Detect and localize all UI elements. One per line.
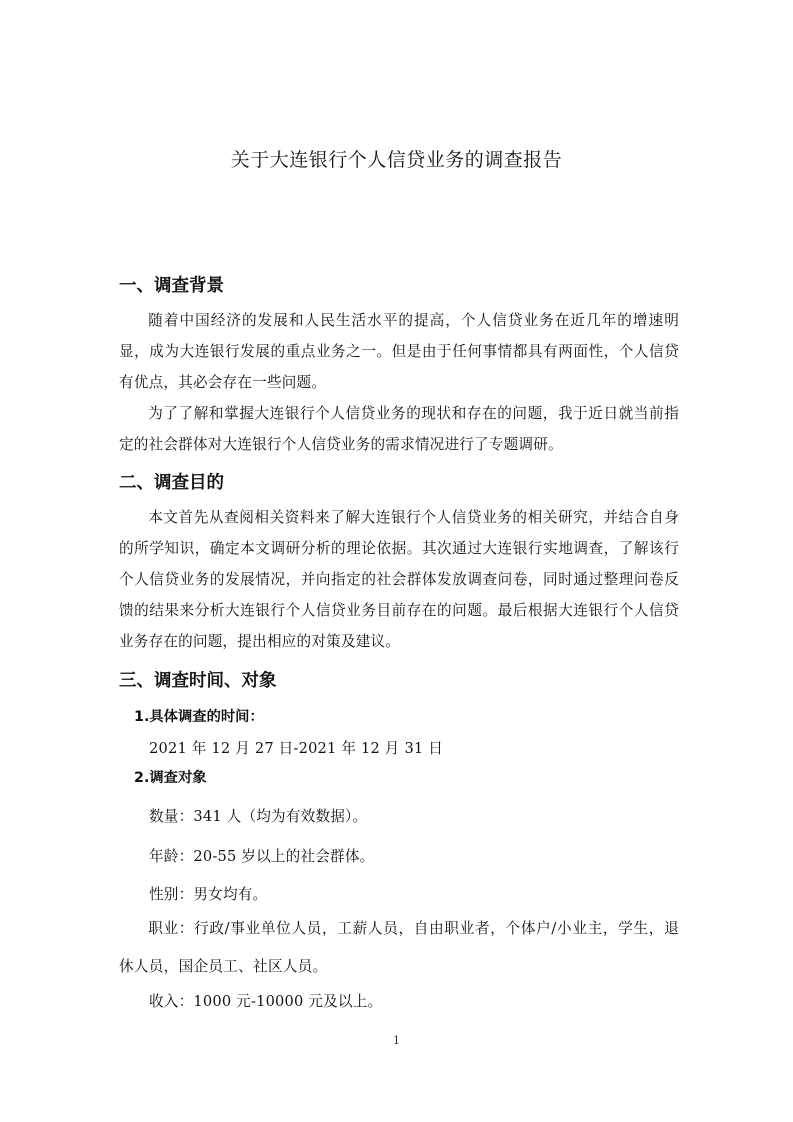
- section-heading-purpose: 二、调查目的: [119, 473, 224, 493]
- subjects-age: 年龄：20-55 岁以上的社会群体。: [149, 848, 375, 865]
- page-number: 1: [393, 1034, 400, 1047]
- section-heading-background: 一、调查背景: [119, 276, 224, 296]
- section-heading-time-subjects: 三、调查时间、对象: [119, 671, 277, 691]
- purpose-paragraph: 本文首先从查阅相关资料来了解大连银行个人信贷业务的相关研究，并结合自身的所学知识，确定本文调研分析的理论依据。其次通过大连银行实地调查，了解该行个人信贷业务的发展情况，并向指定的社会群体发放调查问卷，同时通过整理问卷反馈的结果来分析大连银行个人信贷业务目前存在的问题。最后根据大连银行个人信贷业务存在的问题，提出相应的对策及建议。: [119, 509, 679, 650]
- time-subheading: 1.具体调查的时间：: [134, 709, 264, 725]
- background-paragraph-2: 为了了解和掌握大连银行个人信贷业务的现状和存在的问题，我于近日就当前指定的社会群体对大连银行个人信贷业务的需求情况进行了专题调研。: [119, 405, 679, 453]
- time-value: 2021 年 12 月 27 日-2021 年 12 月 31 日: [149, 740, 444, 757]
- subjects-quantity: 数量：341 人（均为有效数据）。: [149, 808, 368, 825]
- subjects-occupation: 职业：行政/事业单位人员，工薪人员，自由职业者，个体户/小业主，学生，退休人员，国企员工、社区人员。: [119, 920, 679, 975]
- page-title: 关于大连银行个人信贷业务的调查报告: [230, 149, 563, 171]
- subjects-income: 收入：1000 元-10000 元及以上。: [149, 993, 383, 1010]
- background-paragraph-1: 随着中国经济的发展和人民生活水平的提高，个人信贷业务在近几年的增速明显，成为大连银行发展的重点业务之一。但是由于任何事情都具有两面性，个人信贷有优点，其必会存在一些问题。: [119, 312, 679, 391]
- subjects-subheading: 2.调查对象: [134, 770, 207, 786]
- subjects-gender: 性别：男女均有。: [149, 886, 268, 903]
